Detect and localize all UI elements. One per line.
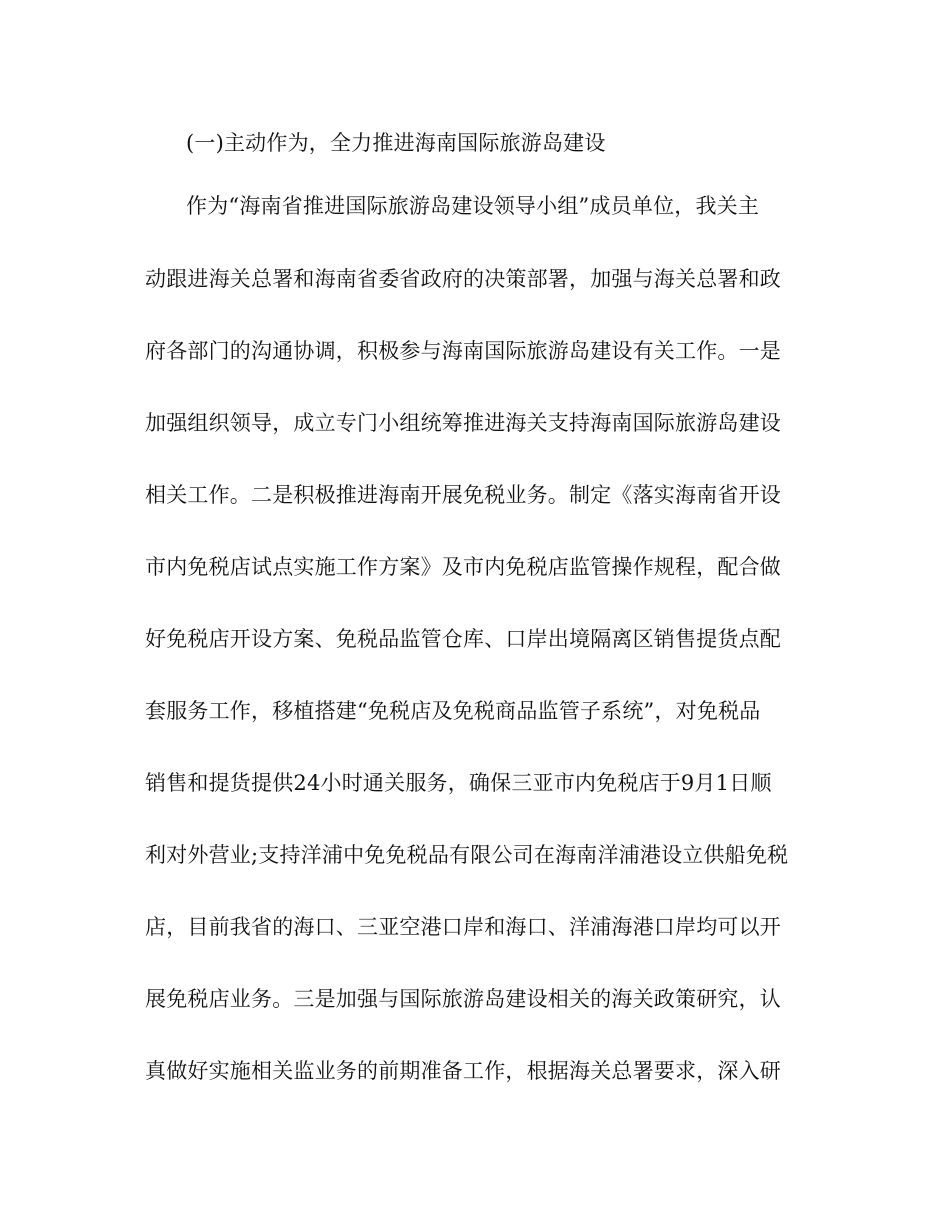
paragraph-line: 府各部门的沟通协调，积极参与海南国际旅游岛建设有关工作。一是 [145,339,781,363]
paragraph-line: 好免税店开设方案、免税品监管仓库、口岸出境隔离区销售提货点配 [145,627,781,651]
paragraph-line: 作为“海南省推进国际旅游岛建设领导小组”成员单位，我关主 [186,194,760,218]
paragraph-line: 利对外营业;支持洋浦中免免税品有限公司在海南洋浦港设立供船免税 [145,843,789,867]
paragraph-line: 销售和提货提供24小时通关服务，确保三亚市内免税店于9月1日顺 [145,771,772,795]
paragraph-line: 套服务工作，移植搭建“免税店及免税商品监管子系统”，对免税品 [145,699,761,723]
paragraph-line: 店，目前我省的海口、三亚空港口岸和海口、洋浦海港口岸均可以开 [145,915,781,939]
paragraph-line: 展免税店业务。三是加强与国际旅游岛建设相关的海关政策研究，认 [145,987,781,1011]
section-heading: (一)主动作为，全力推进海南国际旅游岛建设 [186,131,606,155]
paragraph-line: 动跟进海关总署和海南省委省政府的决策部署，加强与海关总署和政 [145,267,781,291]
paragraph-line: 加强组织领导，成立专门小组统筹推进海关支持海南国际旅游岛建设 [145,411,781,435]
paragraph-line: 相关工作。二是积极推进海南开展免税业务。制定《落实海南省开设 [145,483,781,507]
paragraph-line: 市内免税店试点实施工作方案》及市内免税店监管操作规程，配合做 [145,555,781,579]
paragraph-line: 真做好实施相关监业务的前期准备工作，根据海关总署要求，深入研 [145,1059,781,1083]
